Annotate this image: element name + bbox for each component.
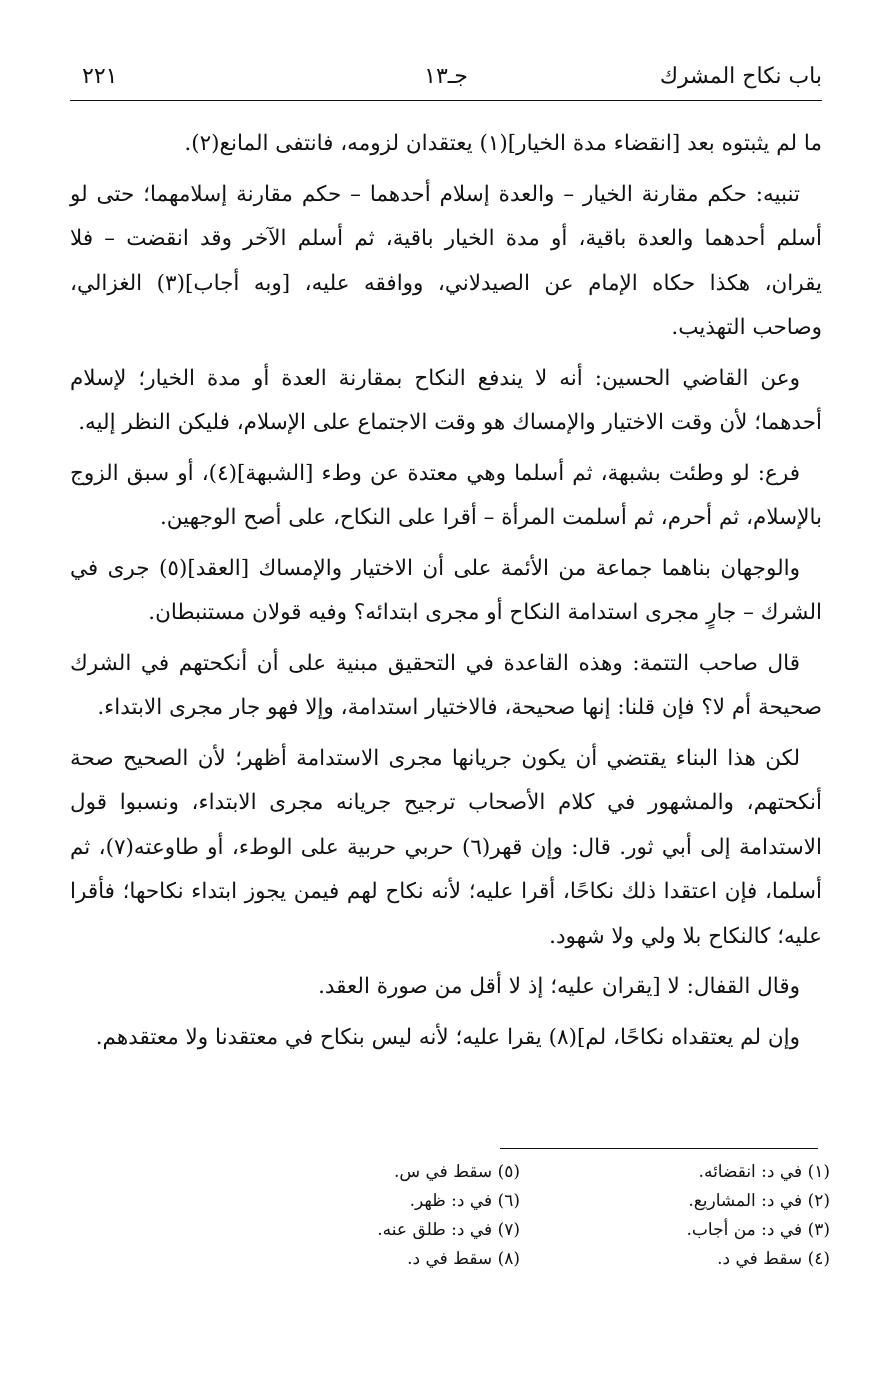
- footnote: (٧) في د: طلق عنه.: [377, 1220, 520, 1240]
- volume-label: جـ١٣: [424, 64, 468, 89]
- paragraph: تنبيه: حكم مقارنة الخيار – والعدة إسلام أحدهما – حكم مقارنة إسلامهما؛ حتى لو أسلم أحدهما والعدة باقية، أو مدة الخيار باقية، ثم أسلم الآخر وقد انقضت – فلا يقران، هكذا حكاه الإمام عن الصيدلاني، ووافقه عليه، [وبه أجاب](٣) الغزالي، وصاحب التهذيب.: [70, 181, 822, 340]
- footnote: (٥) سقط في س.: [393, 1162, 520, 1182]
- footnote: (٦) في د: ظهر.: [409, 1191, 520, 1211]
- paragraph: فرع: لو وطئت بشبهة، ثم أسلما وهي معتدة عن وطء [الشبهة](٤)، أو سبق الزوج بالإسلام، ثم أحرم، ثم أسلمت المرأة – أقرا على النكاح، على أصح الوجهين.: [70, 460, 822, 530]
- footnote: (٣) في د: من أجاب.: [686, 1220, 830, 1240]
- paragraph: وإن لم يعتقداه نكاحًا، لم](٨) يقرا عليه؛ لأنه ليس بنكاح في معتقدنا ولا معتقدهم.: [95, 1024, 800, 1050]
- footnotes-column-right: [540, 1158, 830, 1274]
- paragraph: وقال القفال: لا [يقران عليه؛ إذ لا أقل من صورة العقد.: [318, 974, 800, 999]
- paragraph: قال صاحب التتمة: وهذه القاعدة في التحقيق مبنية على أن أنكحتهم في الشرك صحيحة أم لا؟ فإن قلنا: إنها صحيحة، فالاختيار استدامة، وإلا فهو جار مجرى الابتداء.: [70, 650, 822, 720]
- footnote: (٨) سقط في د.: [407, 1249, 520, 1269]
- footnote: (٤) سقط في د.: [717, 1249, 830, 1269]
- footnote: (٢) في د: المشاريع.: [688, 1191, 830, 1211]
- footnote: (١) في د: انقضائه.: [698, 1162, 830, 1182]
- paragraph: لكن هذا البناء يقتضي أن يكون جريانها مجرى الاستدامة أظهر؛ لأن الصحيح صحة أنكحتهم، والمشهور في كلام الأصحاب ترجيح جريانه مجرى الابتداء، ونسبوا قول الاستدامة إلى أبي ثور. قال: وإن قهر(٦) حربي حربية على الوطء، أو طاوعته(٧)، ثم أسلما، فإن اعتقدا ذلك نكاحًا، أقرا عليه؛ لأنه نكاح لهم فيمن يجوز ابتداء نكاحها؛ فأقرا عليه؛ كالنكاح بلا ولي ولا شهود.: [70, 745, 822, 949]
- paragraph: ما لم يثبتوه بعد [انقضاء مدة الخيار](١) يعتقدان لزومه، فانتفى المانع(٢).: [184, 131, 822, 156]
- running-header: [70, 62, 822, 101]
- main-text: [70, 122, 822, 1066]
- paragraph: والوجهان بناهما جماعة من الأئمة على أن الاختيار والإمساك [العقد](٥) جرى في الشرك – جارٍ مجرى استدامة النكاح أو مجرى ابتدائه؟ وفيه قولان مستنبطان.: [70, 555, 822, 625]
- footnote-separator: [500, 1148, 818, 1149]
- chapter-title: باب نكاح المشرك: [659, 64, 822, 89]
- footnotes-column-left: [240, 1158, 520, 1274]
- page-number: ٢٢١: [82, 64, 118, 89]
- paragraph: وعن القاضي الحسين: أنه لا يندفع النكاح بمقارنة العدة أو مدة الخيار؛ لإسلام أحدهما؛ لأن وقت الاختيار والإمساك هو وقت الاجتماع على الإسلام، فليكن النظر إليه.: [70, 365, 822, 435]
